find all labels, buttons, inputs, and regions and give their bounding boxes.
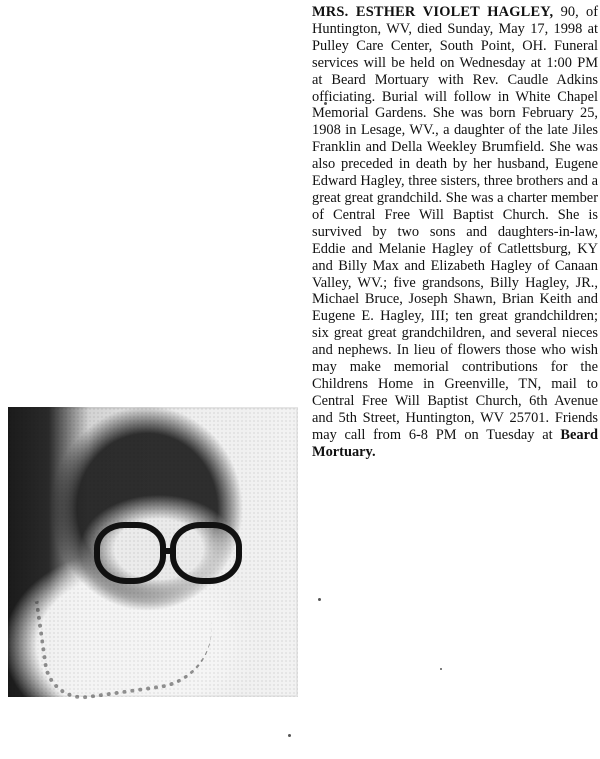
print-speck xyxy=(288,734,291,737)
deceased-name: MRS. ESTHER VIOLET HAGLEY, xyxy=(312,4,554,20)
mortuary-name: Beard Mortuary. xyxy=(312,426,598,460)
obituary-body: 90, of Huntington, WV, died Sunday, May 17, 1998 at Pulley Care Center, South Point, OH. Funeral services will be held on Wednesday at 1:00 PM at Beard Mortuary with Rev. Caudle Adkins officiating. Burial will follow in White Chapel Memorial Gardens. She was born February 25, 1908 in Lesage, WV., a daughter of the late Jiles Franklin and Della Weekley Brumfield. She was also preceded in death by her husband, Eugene Edward Hagley, three sisters, three brothers and a great great grandchild. She was a charter member of Central Free Will Baptist Church. She is survived by two sons and daughters-in-law, Eddie and Melanie Hagley of Catlettsburg, KY and Billy Max and Elizabeth Hagley of Canaan Valley, WV.; five grandsons, Billy Hagley, JR., Michael Bruce, Joseph Shawn, Brian Keith and Eugene E. Hagley, III; ten great grandchildren; six great great grandchildren, and several nieces and nephews. In lieu of flowers those who wish may make memorial contributions for the Childrens Home in Greenville, TN, mail to Central Free Will Baptist Church, 6th Avenue and 5th Street, Huntington, WV 25701. Friends may call from 6-8 PM on Tuesday at xyxy=(312,4,598,443)
print-speck xyxy=(318,598,321,601)
obituary-photo xyxy=(8,407,298,697)
glasses-bridge xyxy=(160,548,176,554)
necklace-icon xyxy=(35,578,220,705)
obituary-text xyxy=(312,4,598,460)
print-speck xyxy=(440,668,442,670)
eyeglasses-icon xyxy=(94,522,242,582)
